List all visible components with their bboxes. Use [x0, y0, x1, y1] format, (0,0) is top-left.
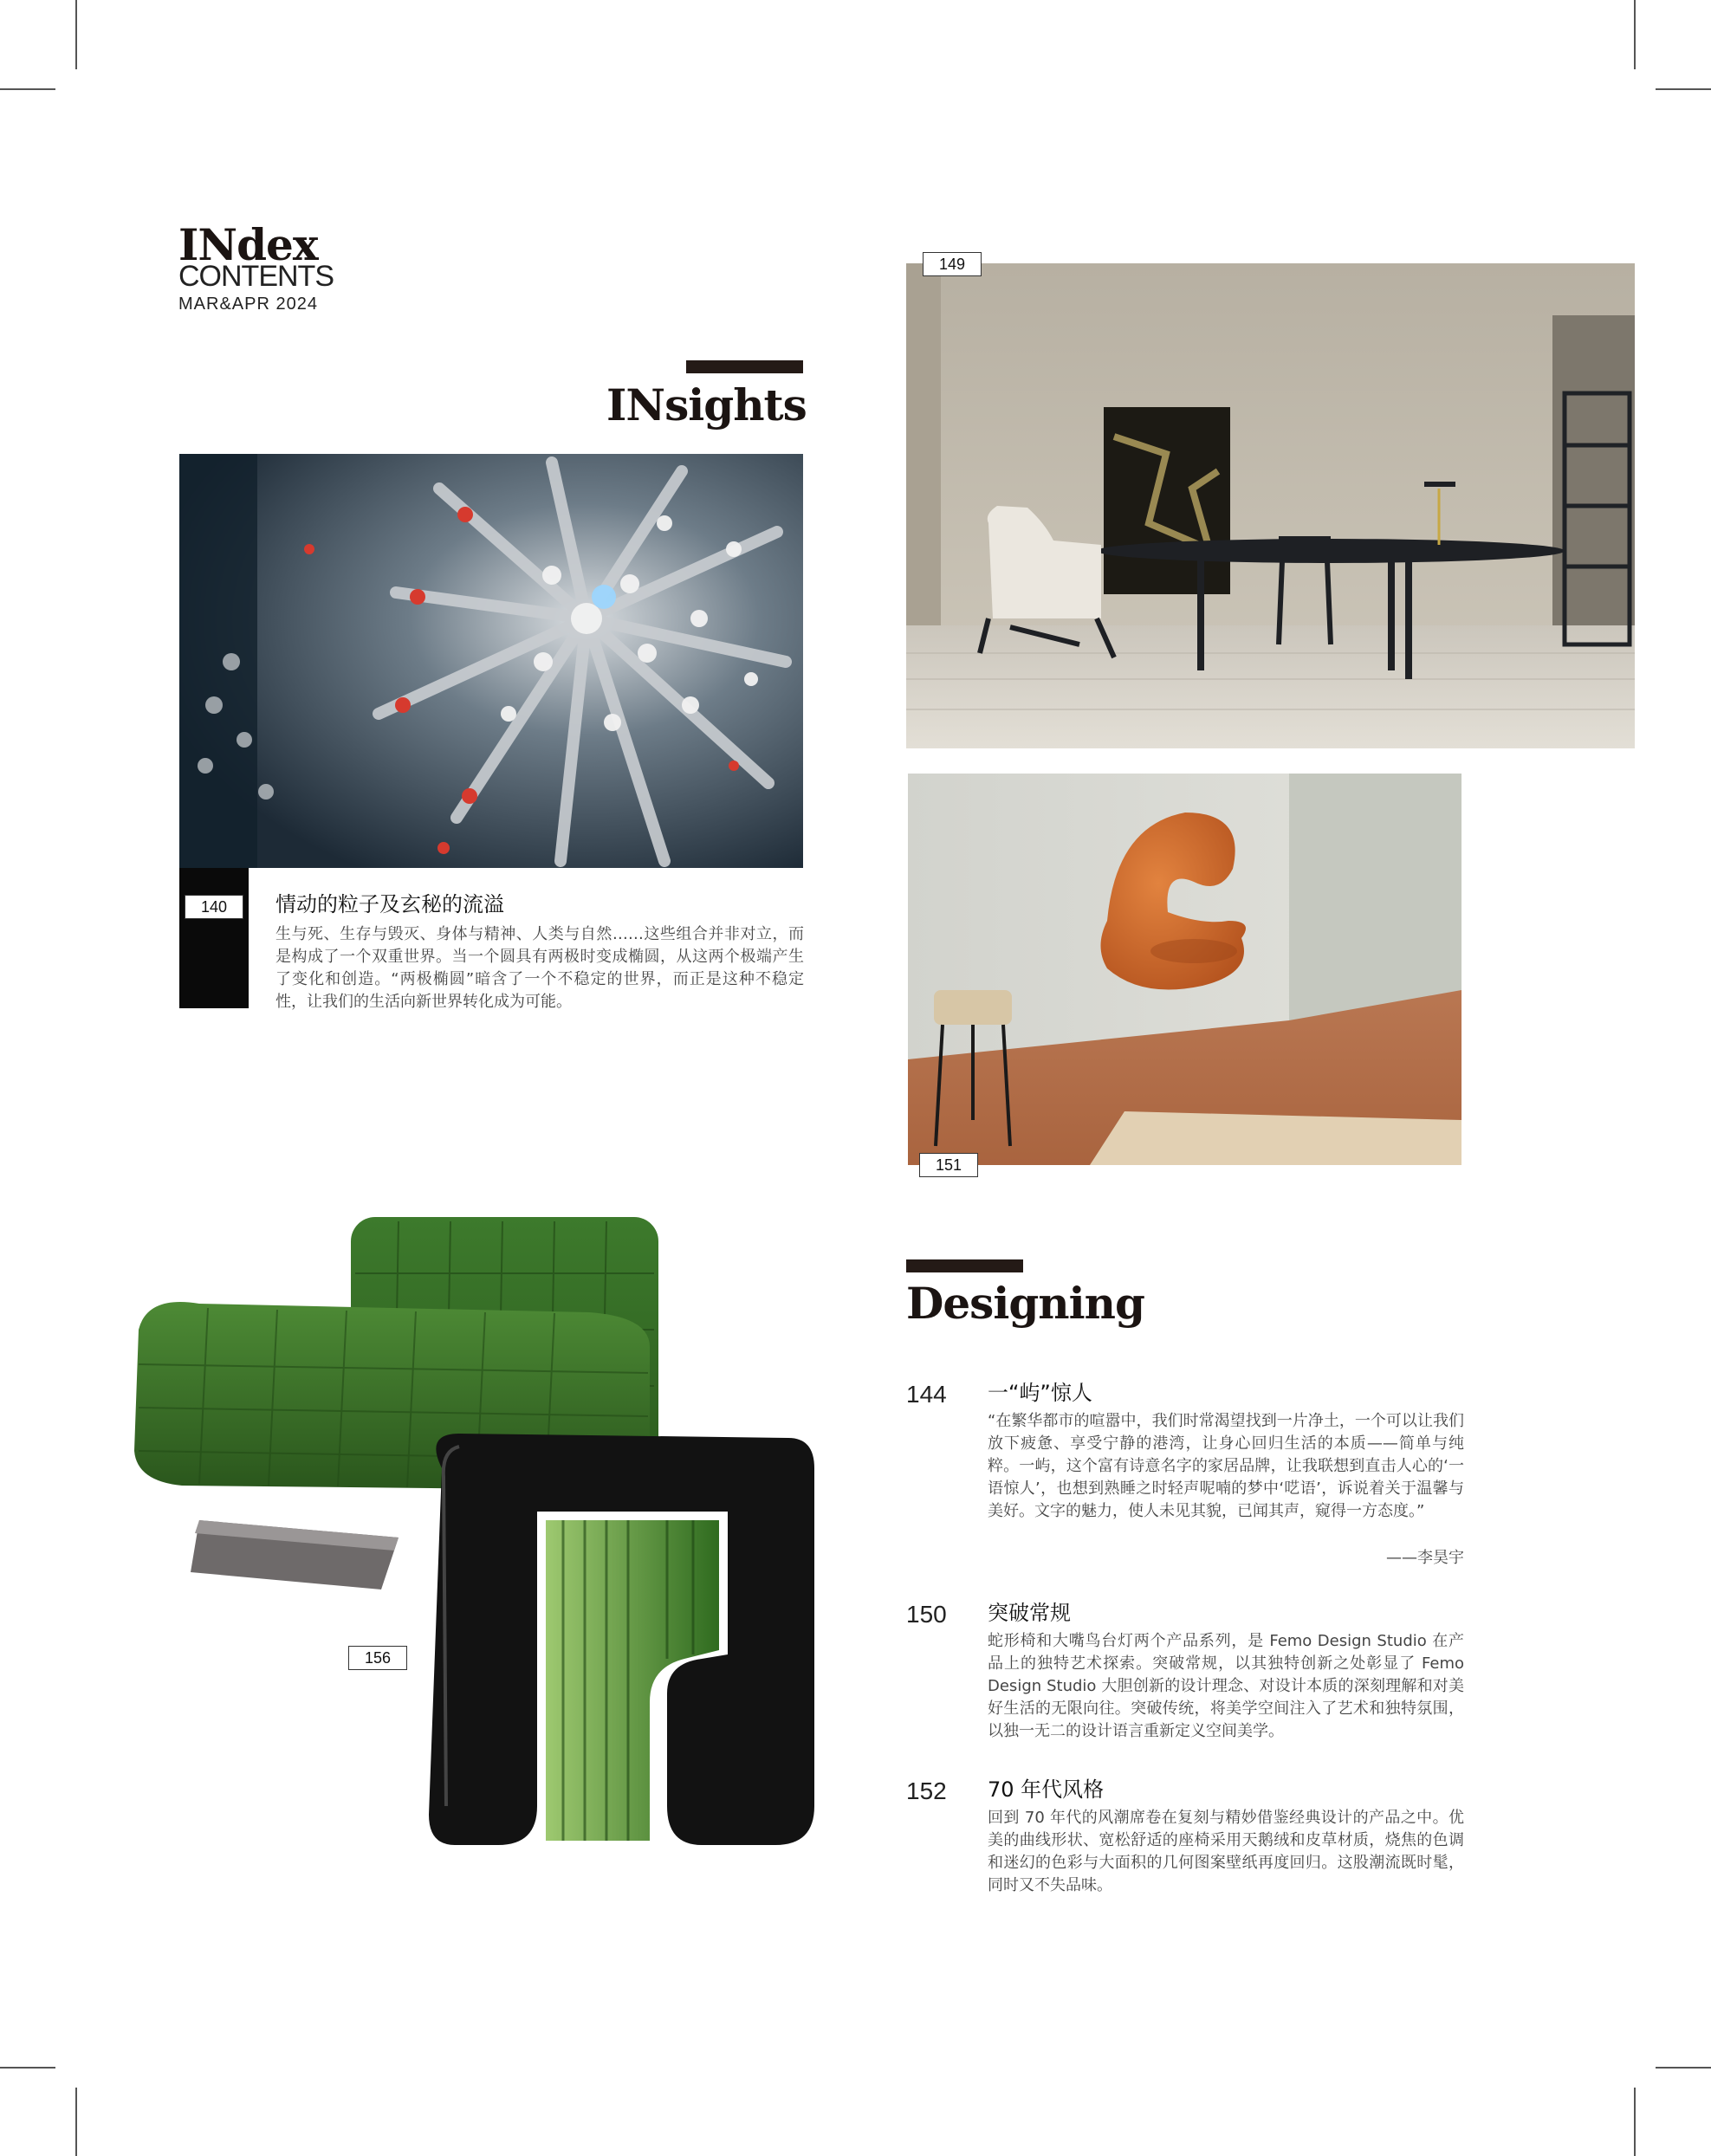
crop-mark	[0, 2067, 55, 2069]
orange-chair-photo	[908, 774, 1461, 1165]
crop-mark	[1634, 0, 1636, 69]
insights-article-title: 情动的粒子及玄秘的流溢	[275, 892, 504, 916]
brand-title: INdex	[178, 219, 318, 270]
issue-date: MAR&APR 2024	[178, 295, 318, 314]
crop-mark	[1634, 2088, 1636, 2156]
article-page-number: 150	[906, 1601, 947, 1628]
section-bar	[906, 1259, 1023, 1272]
article-body: “在繁华都市的喧嚣中，我们时常渴望找到一片净土，一个可以让我们放下疲惫、享受宁静的港湾，让身心回归生活的本质——简单与纯粹。一屿，这个富有诗意名字的家居品牌，让我联想到直击人心的‘一语惊人’，也想到熟睡之时轻声呢喃的梦中‘呓语’，诉说着关于温馨与美好。文字的魅力，使人未见其貌，已闻其声，窥得一方态度。”	[988, 1412, 1464, 1520]
section-title-insights: INsights	[606, 379, 807, 431]
insights-article-body: 生与死、生存与毁灭、身体与精神、人类与自然……这些组合并非对立，而是构成了一个双重世界。当一个圆具有两极时变成椭圆，从这两个极端产生了变化和创造。“两极椭圆”暗含了一个不稳定的世界，而正是这种不稳定性，让我们的生活向新世界转化成为可能。	[275, 925, 804, 1011]
page-tag: 156	[348, 1646, 407, 1670]
living-room-photo	[906, 263, 1635, 748]
section-bar	[686, 360, 803, 373]
article-page-number: 152	[906, 1777, 947, 1804]
page-tag: 149	[923, 252, 982, 276]
article-title: 70 年代风格	[988, 1777, 1105, 1802]
crop-mark	[75, 2088, 77, 2156]
article-body: 蛇形椅和大嘴鸟台灯两个产品系列，是 Femo Design Studio 在产品上的独特艺术探索。突破常规，以其独特创新之处彰显了 Femo Design Studio 大胆创新的设计理念、对设计本质的深刻理解和对美好生活的无限向往。突破传统，将美学空间注入了艺术和独特氛围，以独一无二的设计语言重新定义空间美学。	[988, 1632, 1464, 1740]
article-author: ——李昊宇	[1386, 1549, 1464, 1567]
page-tag: 151	[919, 1153, 978, 1177]
lights-photo	[179, 454, 803, 868]
article-body: 回到 70 年代的风潮席卷在复刻与精妙借鉴经典设计的产品之中。优美的曲线形状、宽松舒适的座椅采用天鹅绒和皮草材质，烧焦的色调和迷幻的色彩与大面积的几何图案壁纸再度回归。这股潮流既时髦，同时又不失品味。	[988, 1809, 1464, 1894]
article-page-number: 144	[906, 1381, 947, 1408]
crop-mark	[0, 88, 55, 90]
article-title: 一“屿”惊人	[988, 1381, 1092, 1405]
green-chair-photo	[130, 1208, 819, 1867]
article-black-block	[179, 868, 249, 1008]
crop-mark	[1656, 88, 1711, 90]
page-tag: 140	[185, 895, 243, 919]
section-title-designing: Designing	[906, 1278, 1144, 1329]
crop-mark	[1656, 2067, 1711, 2069]
article-title: 突破常规	[988, 1601, 1071, 1625]
brand-subtitle: CONTENTS	[178, 260, 334, 293]
crop-mark	[75, 0, 77, 69]
